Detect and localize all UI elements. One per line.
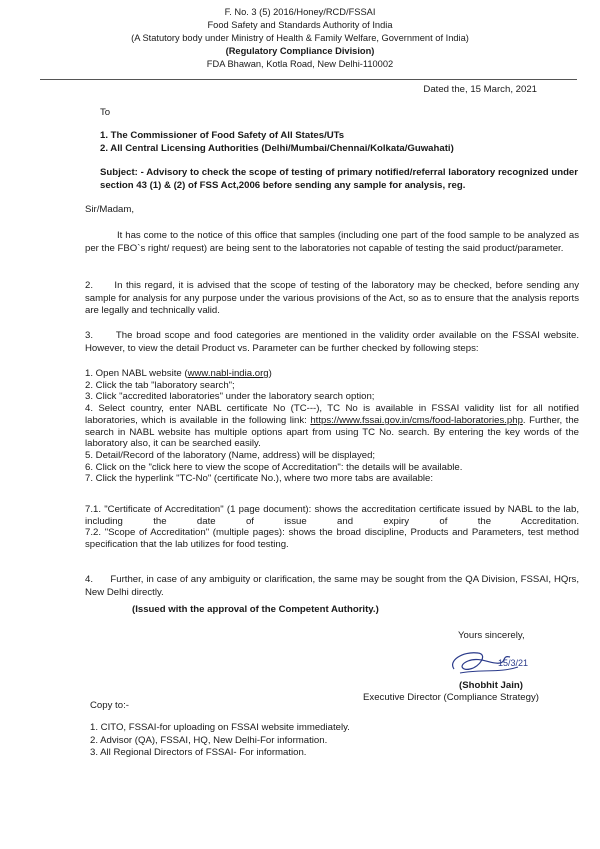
copy-to-item: 1. CITO, FSSAI-for uploading on FSSAI website immediately.: [90, 722, 350, 733]
signatory-designation: Executive Director (Compliance Strategy): [363, 692, 539, 703]
header-rule: [40, 79, 577, 80]
copy-to-item: 2. Advisor (QA), FSSAI, HQ, New Delhi-For information.: [90, 734, 328, 746]
step-5: 5. Detail/Record of the laboratory (Name, address) will be displayed;: [85, 449, 376, 461]
addressee-item: 1. The Commissioner of Food Safety of All States/UTs: [100, 130, 345, 141]
copy-to-list: [90, 722, 350, 760]
step-1-text: 1. Open NABL website (: [85, 368, 188, 379]
nabl-link[interactable]: www.nabl-india.org: [187, 368, 269, 379]
statutory-line: (A Statutory body under Ministry of Health & Family Welfare, Government of India): [131, 33, 469, 43]
step-3: 3. Click "accredited laboratories" under the laboratory search option;: [85, 391, 375, 403]
letter-date: Dated the, 15 March, 2021: [423, 84, 537, 95]
org-name: Food Safety and Standards Authority of India: [207, 20, 393, 30]
paragraph-4: [85, 574, 582, 599]
substep-7-2: 7.2. "Scope of Accreditation" (multiple pages): shows the broad discipline, Products and Parameters, test method specification that the lab utilizes for food testing.: [85, 527, 579, 551]
sign-date: 15/3/21: [498, 658, 529, 668]
paragraph-2-text: 2. In this regard, it is advised that the scope of testing of the laboratory may be checked, before sending any sample for analysis for any purpose under the various provisions of the Act, so as to ensure that the analysis reports are legally and technically valid.: [85, 280, 582, 317]
addressee-item: 2. All Central Licensing Authorities (Delhi/Mumbai/Chennai/Kolkata/Guwahati): [100, 142, 454, 154]
step-7: 7. Click the hyperlink "TC-No" (certificate No.), where two more tabs are available:: [85, 473, 434, 485]
step-6: 6. Click on the "click here to view the scope of Accreditation": the details will be available.: [85, 461, 463, 473]
addressee-list: [100, 130, 454, 155]
step-4: [85, 403, 579, 450]
paragraph-2: [85, 280, 582, 318]
to-label: To: [100, 107, 111, 118]
step-2: 2. Click the tab "laboratory search";: [85, 379, 235, 391]
step-4-text: 4. Select country, enter NABL certificate No (TC---), TC No is available in FSSAI validity list for all notified laboratories, which is available in the following link:: [85, 403, 579, 426]
substep-7-1: 7.1. "Certificate of Accreditation" (1 page document): shows the accreditation certificate issued by NABL to the lab, including the date of issue and expiry of the Accreditation.: [85, 504, 579, 527]
salutation: Sir/Madam,: [85, 204, 135, 215]
step-1: [85, 368, 579, 380]
signature-mark: [440, 643, 550, 683]
division-name: (Regulatory Compliance Division): [225, 46, 375, 56]
signatory-name: (Shobhit Jain): [459, 680, 523, 691]
step-1-suffix: ): [268, 368, 272, 379]
fssai-labs-link[interactable]: https://www.fssai.gov.in/cms/food-laboratories.php: [310, 414, 523, 426]
paragraph-4-text: 4. Further, in case of any ambiguity or clarification, the same may be sought from the QA Division, FSSAI, HQrs, New Delhi directly.: [85, 574, 582, 598]
copy-to-item: 3. All Regional Directors of FSSAI- For information.: [90, 747, 307, 758]
substeps-list: [85, 504, 579, 551]
step-4-suffix: . Further, the search in NABL website has multiple options apart from using TC No. search. By entering the key words of the laboratory also, it can be searched easily.: [85, 414, 579, 450]
paragraph-3-text: 3. The broad scope and food categories are mentioned in the validity order available on the FSSAI website. However, to view the detail Product vs. Parameter can be further checked by following steps:: [85, 330, 582, 354]
letterhead: [0, 6, 600, 71]
signature-icon: [440, 643, 550, 683]
steps-list: [85, 368, 579, 485]
closing: Yours sincerely,: [458, 630, 525, 641]
org-address: FDA Bhawan, Kotla Road, New Delhi-110002: [206, 59, 394, 69]
file-number: F. No. 3 (5) 2016/Honey/RCD/FSSAI: [224, 7, 376, 17]
paragraph-1: [85, 230, 579, 255]
paragraph-3: [85, 330, 582, 355]
copy-to-label: Copy to:-: [90, 700, 129, 711]
approval-note: (Issued with the approval of the Competent Authority.): [132, 604, 379, 615]
subject-line: Subject: - Advisory to check the scope of testing of primary notified/referral laboratory recognized under section 43 (1) & (2) of FSS Act,2006 before sending any sample for analysis, reg.: [100, 167, 578, 191]
paragraph-1-text: It has come to the notice of this office that samples (including one part of the food sample to be analyzed as per the FBO`s right/ request) are being sent to the laboratories not capable of testing the said product/parameter.: [85, 230, 579, 254]
